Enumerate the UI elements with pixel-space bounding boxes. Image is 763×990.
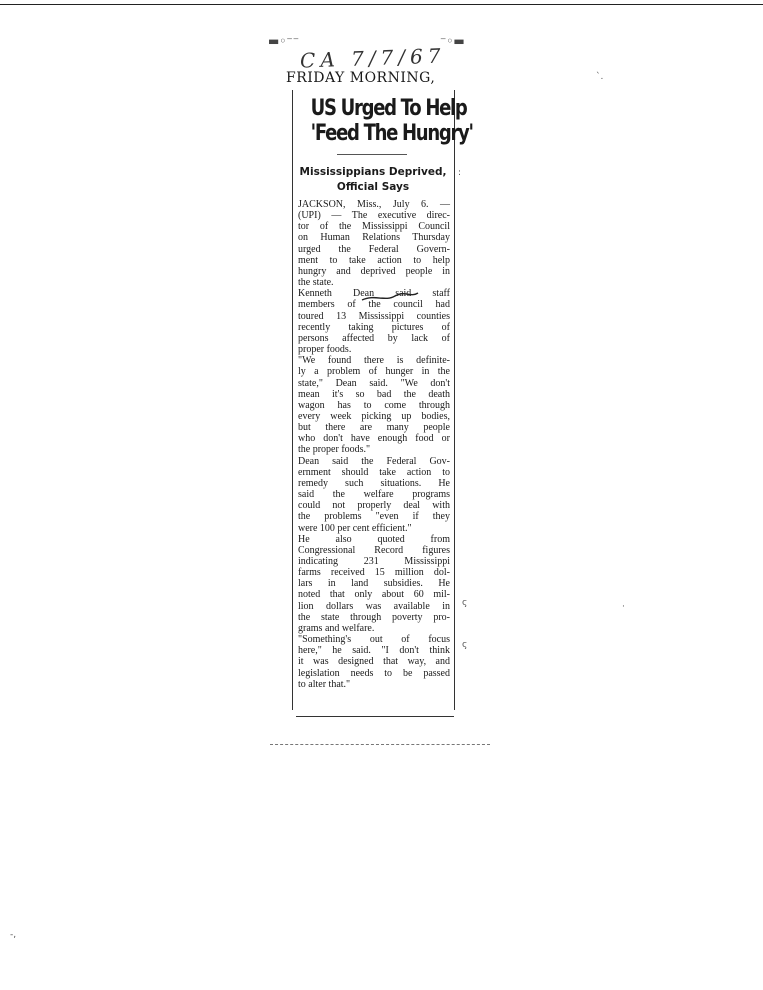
- scan-speck: ς: [462, 598, 468, 608]
- clipping-bottom-rule: [296, 716, 454, 717]
- scan-speck: ·: [622, 602, 625, 612]
- article-line: lion dollars was available in: [298, 600, 450, 612]
- scan-smudge: ⁻◦▬: [440, 34, 465, 48]
- article-line: noted that only about 60 mil-: [298, 589, 450, 601]
- article-line: the state.: [298, 277, 334, 289]
- article-line: members of the council had: [298, 299, 450, 311]
- article-line: wagon has to come through: [298, 399, 450, 411]
- article-subhead: [297, 165, 449, 195]
- newspaper-clipping: [292, 90, 473, 710]
- scan-smudge: ▬◦⁻⁻: [268, 34, 300, 48]
- article-line: urged the Federal Govern-: [298, 243, 450, 255]
- article-line: "Something's out of focus: [298, 634, 450, 646]
- article-line: recently taking pictures of: [298, 321, 450, 333]
- article-line: Dean said the Federal Gov-: [298, 455, 450, 467]
- handwritten-date-annotation: CA 7/7/67: [299, 43, 446, 73]
- article-line: who don't have enough food or: [298, 433, 450, 445]
- subhead-line: Mississippians Deprived,: [299, 166, 447, 178]
- article-line: ly a problem of hunger in the: [298, 366, 450, 378]
- article-line: the proper foods.": [298, 444, 371, 456]
- scan-speck: `.: [596, 72, 604, 82]
- article-line: proper foods.: [298, 344, 352, 356]
- article-line: state," Dean said. "We don't: [298, 377, 450, 389]
- article-line: here," he said. "I don't think: [298, 645, 450, 657]
- article-line: ernment should take action to: [298, 466, 450, 478]
- headline-line: US Urged To Help: [310, 96, 467, 121]
- article-line: but there are many people: [298, 422, 450, 434]
- scan-speck: :: [458, 168, 462, 178]
- article-line: could not properly deal with: [298, 500, 450, 512]
- scan-bottom-edge: [270, 744, 490, 745]
- article-line: persons affected by lack of: [298, 332, 450, 344]
- scan-speck: ς: [462, 640, 468, 650]
- article-line: the state through poverty pro-: [298, 611, 450, 623]
- article-line: it was designed that way, and: [298, 656, 450, 668]
- article-line: mean it's so bad the death: [298, 388, 450, 400]
- article-line: on Human Relations Thursday: [298, 232, 450, 244]
- scan-top-edge: [0, 4, 763, 5]
- article-line: He also quoted from: [298, 533, 450, 545]
- newspaper-dateline: FRIDAY MORNING,: [286, 70, 436, 86]
- article-line: Kenneth Dean said staff: [298, 288, 450, 300]
- article-line: lars in land subsidies. He: [298, 578, 450, 590]
- article-line: to alter that.": [298, 678, 351, 690]
- article-headline: [310, 96, 473, 146]
- article-line: farms received 15 million dol-: [298, 567, 450, 579]
- article-line: JACKSON, Miss., July 6. —: [298, 199, 450, 210]
- scan-speck: -,: [10, 930, 17, 940]
- subhead-line: Official Says: [336, 181, 410, 193]
- article-line: ment to take action to help: [298, 254, 450, 266]
- article-line: grams and welfare.: [298, 622, 375, 634]
- article-line: hungry and deprived people in: [298, 265, 450, 277]
- article-line: remedy such situations. He: [298, 477, 450, 489]
- handwritten-underline-mark: [360, 290, 420, 304]
- article-line: toured 13 Mississippi counties: [298, 310, 450, 322]
- article-line: (UPI) — The executive direc-: [298, 210, 450, 222]
- headline-divider: [337, 154, 407, 155]
- article-line: legislation needs to be passed: [298, 667, 450, 679]
- article-body: [298, 199, 450, 690]
- article-line: every week picking up bodies,: [298, 410, 450, 422]
- article-line: were 100 per cent efficient.": [298, 522, 412, 534]
- article-line: said the welfare programs: [298, 489, 450, 501]
- article-line: indicating 231 Mississippi: [298, 556, 450, 567]
- article-line: "We found there is definite-: [298, 355, 450, 367]
- article-line: Congressional Record figures: [298, 544, 450, 556]
- headline-line: 'Feed The Hungry': [310, 121, 473, 146]
- article-line: tor of the Mississippi Council: [298, 221, 450, 233]
- article-line: the problems "even if they: [298, 511, 450, 523]
